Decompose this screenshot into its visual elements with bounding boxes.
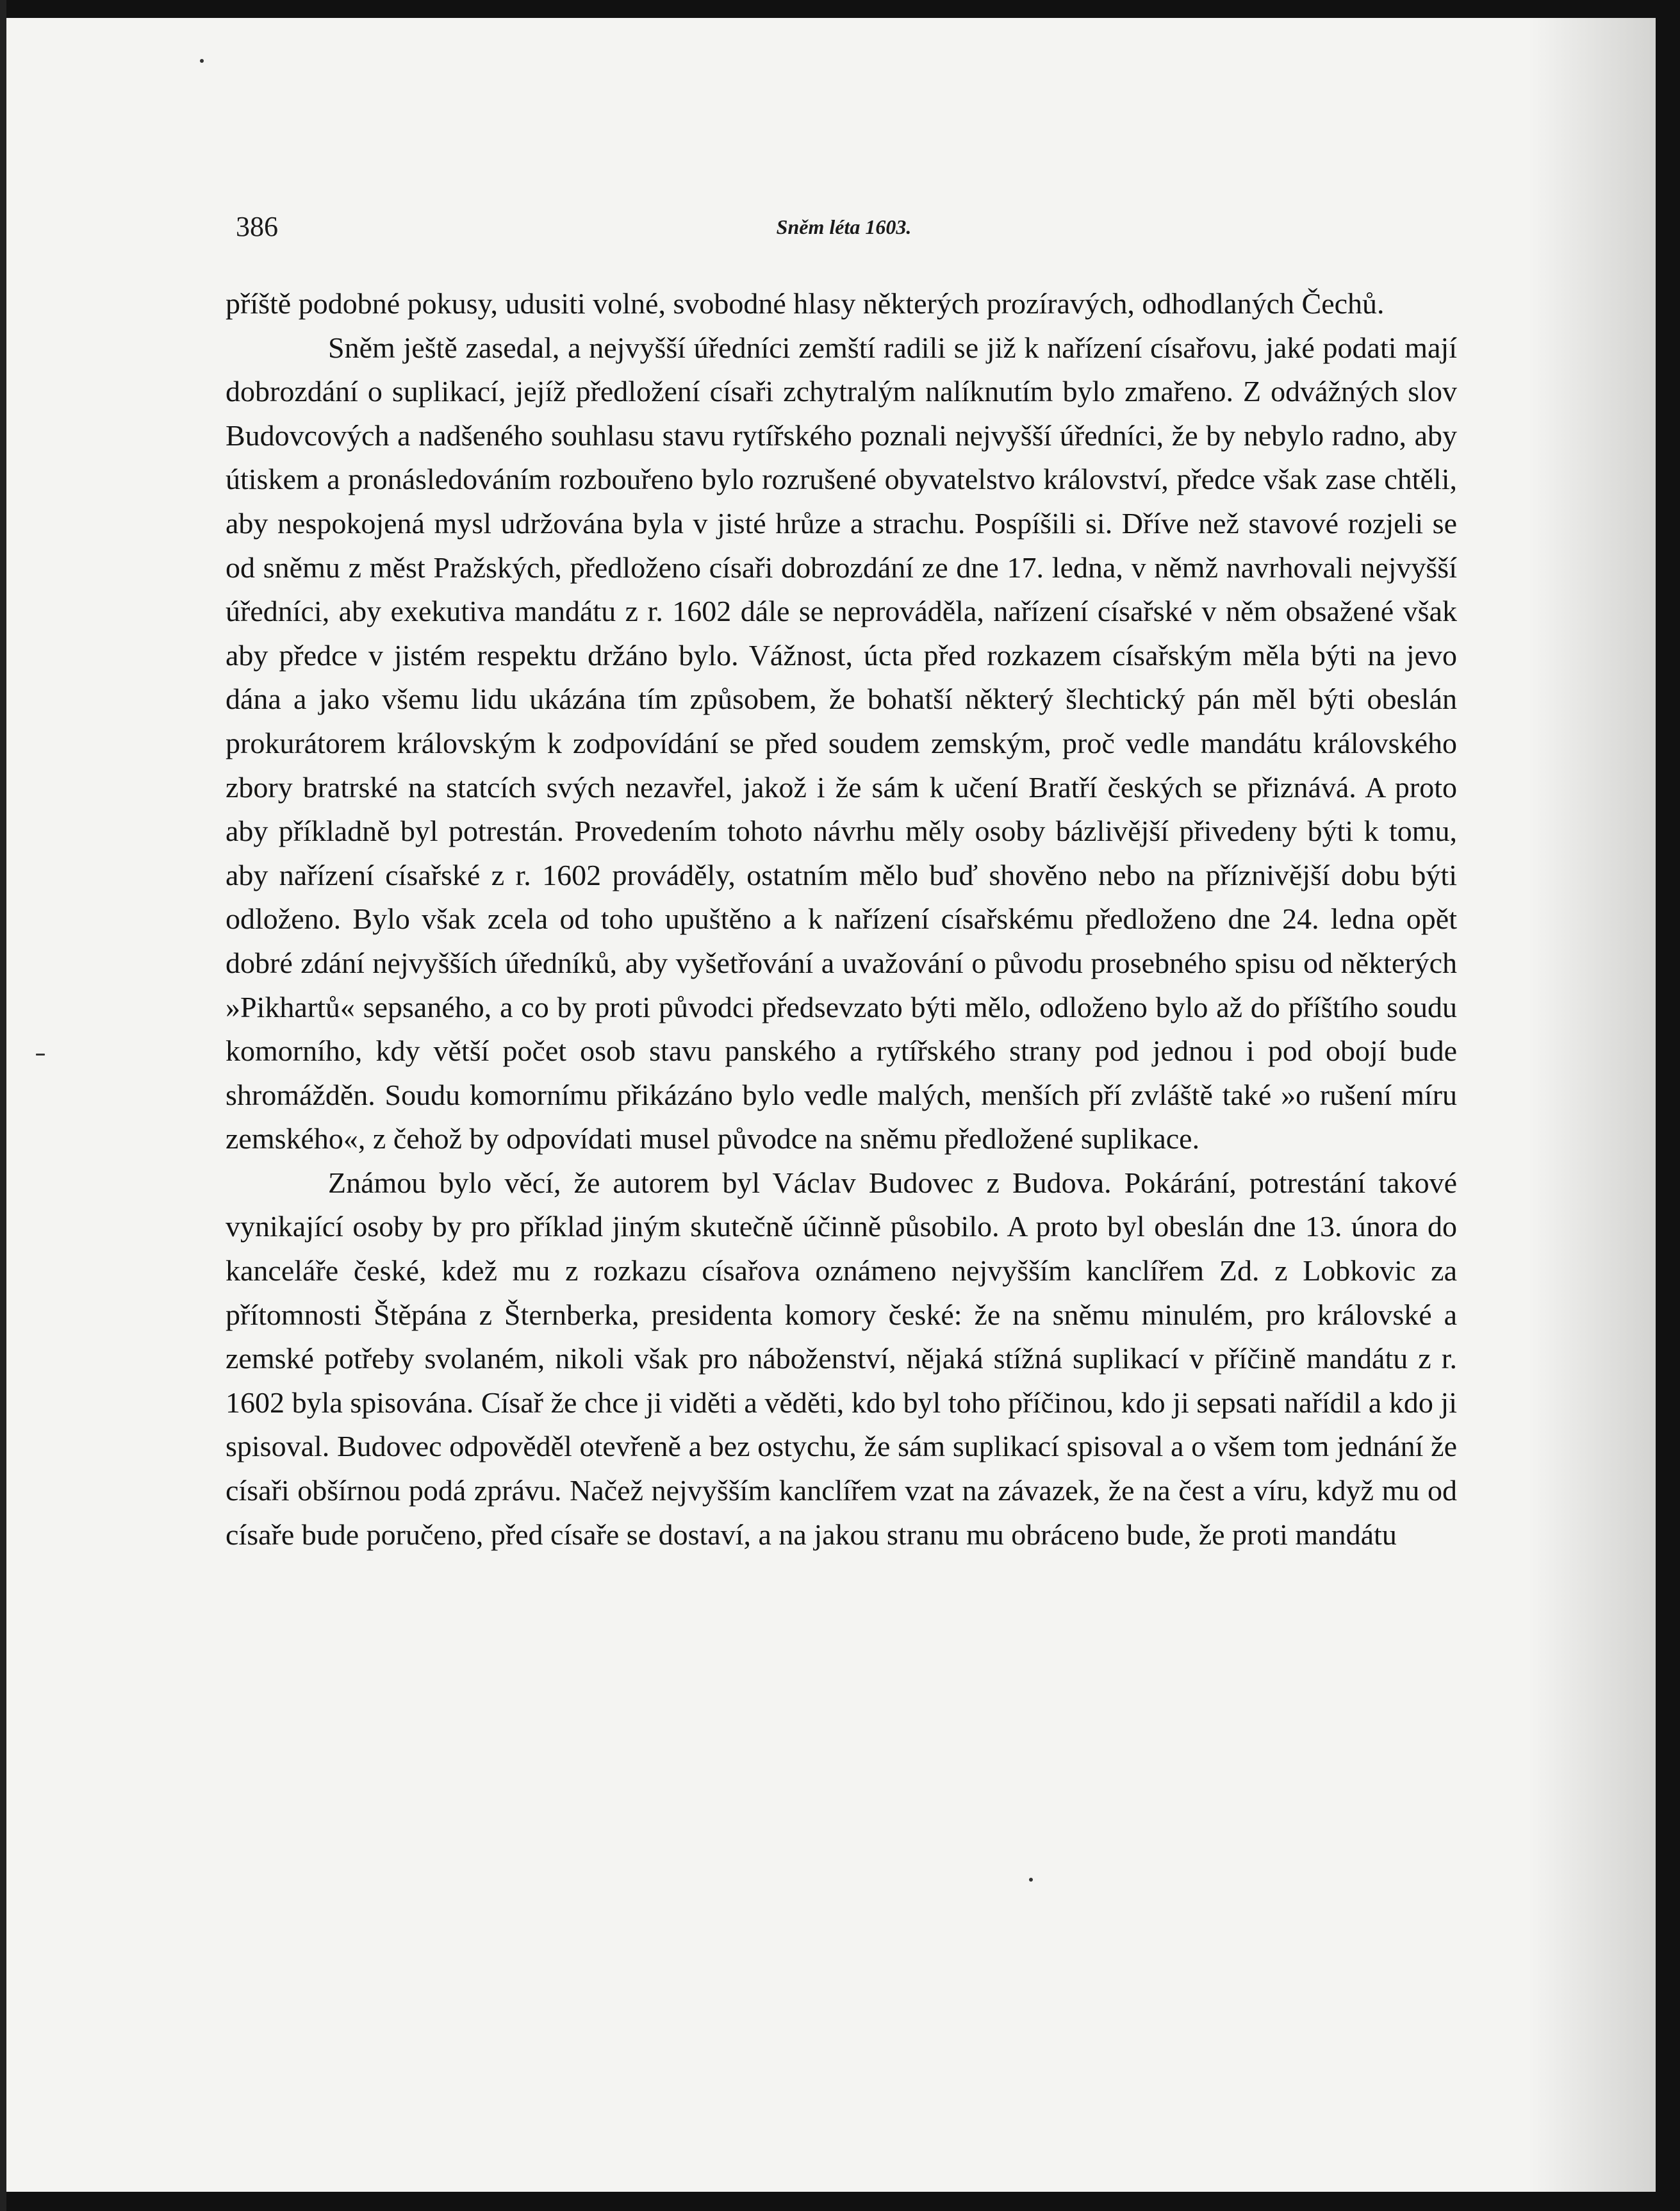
scan-speck [200, 59, 204, 63]
scan-speck [36, 1054, 45, 1056]
paragraph: Známou bylo věcí, že autorem byl Václav Budovec z Budova. Pokárání, potrestání takové vynikající osoby by pro příklad jiným skutečně účinně působilo. A proto byl obeslán dne 13. února do kanceláře české, kdež mu z rozkazu císařova oznámeno nejvyšším kanclířem Zd. z Lobkovic za přítomnosti Štěpána z Šternberka, presidenta komory české: že na sněmu minulém, pro královské a zemské potřeby svolaném, nikoli však pro náboženství, nějaká stížná suplikací v příčině mandátu z r. 1602 byla spisována. Císař že chce ji viděti a věděti, kdo byl toho příčinou, kdo ji sepsati nařídil a kdo ji spisoval. Budovec odpověděl otevřeně a bez ostychu, že sám suplikací spisoval a o všem tom jednání že císaři obšírnou podá zprávu. Načež nejvyšším kanclířem vzat na závazek, že na čest a víru, když mu od císaře bude poručeno, před císaře se dostaví, a na jakou stranu mu obráceno bude, že proti mandátu [226, 1166, 1457, 1551]
body-text [226, 282, 1457, 1557]
scan-border-bottom [0, 2192, 1680, 2211]
scan-speck [1029, 1878, 1033, 1882]
scan-border-left [0, 0, 6, 2211]
running-title: Sněm léta 1603. [776, 215, 912, 238]
scan-border-top [0, 0, 1680, 18]
page-header [236, 210, 1452, 255]
scan-border-right [1656, 0, 1680, 2211]
paragraph: Sněm ještě zasedal, a nejvyšší úředníci zemští radili se již k nařízení císařovu, jaké podati mají dobrozdání o suplikací, jejíž předložení císaři zchytralým nalíknutím bylo zmařeno. Z odvážných slov Budovcových a nadšeného souhlasu stavu rytířského poznali nejvyšší úředníci, že by nebylo radno, aby útiskem a pronásledováním rozbouřeno bylo rozrušené obyvatelstvo království, předce však zase chtěli, aby nespokojená mysl udržována byla v jisté hrůze a strachu. Pospíšili si. Dříve než stavové rozjeli se od sněmu z měst Pražských, předloženo císaři dobrozdání ze dne 17. ledna, v němž navrhovali nejvyšší úředníci, aby exekutiva mandátu z r. 1602 dále se neprováděla, nařízení císařské v něm obsažené však aby předce v jistém respektu držáno bylo. Vážnost, úcta před rozkazem císařským měla býti na jevo dána a jako všemu lidu ukázána tím způsobem, že bohatší některý šlechtický pán měl býti obeslán prokurátorem královským k zodpovídání se před soudem zemským, proč vedle mandátu královského zbory bratrské na statcích svých nezavřel, jakož i že sám k učení Bratří českých se přiznává. A proto aby příkladně byl potrestán. Provedením tohoto návrhu měly osoby bázlivější přivedeny býti k tomu, aby nařízení císařské z r. 1602 prováděly, ostatním mělo buď shověno nebo na příznivější dobu býti odloženo. Bylo však zcela od toho upuštěno a k nařízení císařskému předloženo dne 24. ledna opět dobré zdání nejvyšších úředníků, aby vyšetřování a uvažování o původu prosebného spisu od některých »Pikhartů« sepsaného, a co by proti původci předsevzato býti mělo, odloženo bylo až do příštího soudu komorního, kdy větší počet osob stavu panského a rytířského strany pod jednou i pod obojí bude shromážděn. Soudu komornímu přikázáno bylo vedle malých, menších pří zvláště také »o rušení míru zemského«, z čehož by odpovídati musel původce na sněmu předložené suplikace. [226, 331, 1457, 1155]
page-shadow [1528, 0, 1656, 2211]
paragraph-continuation: příště podobné pokusy, udusiti volné, svobodné hlasy některých prozíravých, odhodlaných Čechů. [226, 287, 1385, 320]
page-number: 386 [236, 211, 278, 242]
